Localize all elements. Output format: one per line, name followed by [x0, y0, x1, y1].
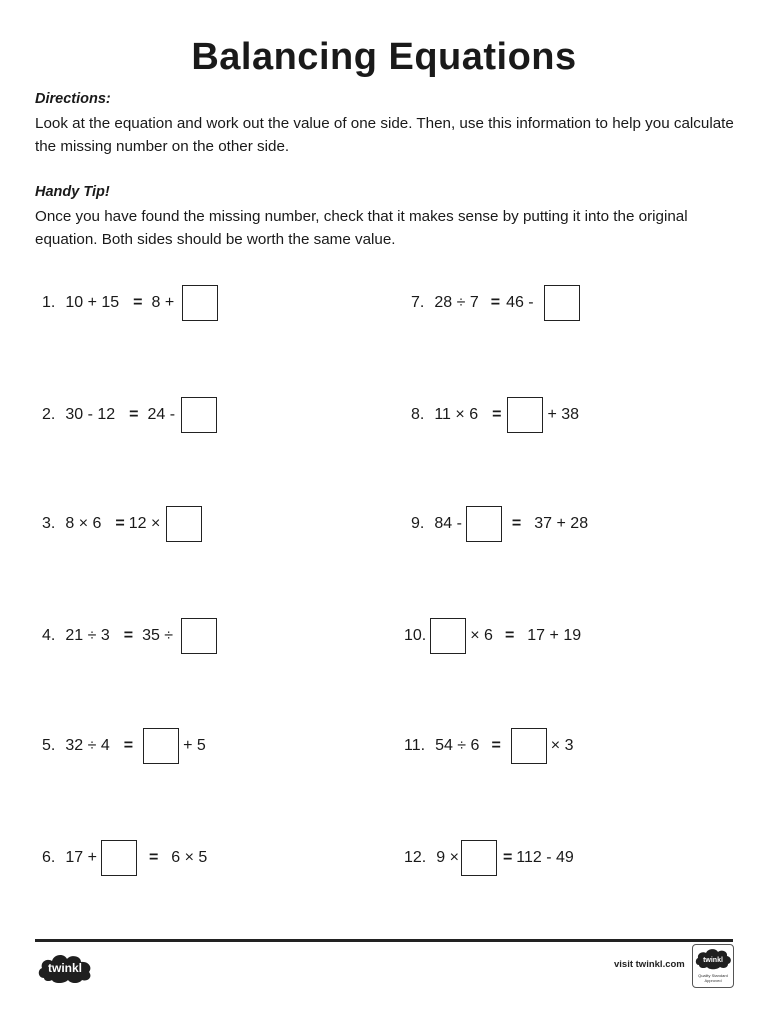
answer-box[interactable]: [507, 397, 543, 433]
question-1: [42, 284, 222, 322]
answer-box[interactable]: [461, 840, 497, 876]
right-expression: × 3: [550, 737, 574, 754]
right-expression: 12 ×: [128, 515, 161, 532]
right-expression: 37 + 28: [534, 515, 589, 532]
left-expression: 28 ÷ 7: [434, 294, 479, 311]
twinkl-logo: [36, 950, 94, 984]
badge-text: Quality Standard Approved: [698, 973, 728, 983]
answer-box[interactable]: [143, 728, 179, 764]
badge-logo: [693, 945, 733, 971]
equals-sign: =: [502, 849, 513, 866]
question-number: 11.: [404, 737, 426, 754]
left-expression: 54 ÷ 6: [435, 737, 480, 754]
equals-sign: =: [491, 737, 501, 754]
question-3: [42, 505, 206, 543]
answer-box[interactable]: [166, 506, 202, 542]
answer-box[interactable]: [181, 397, 217, 433]
question-2: [42, 396, 221, 434]
left-expression: × 6: [470, 627, 493, 644]
question-9: [411, 505, 588, 543]
equals-sign: =: [123, 737, 134, 754]
answer-box[interactable]: [430, 618, 466, 654]
equals-sign: =: [129, 406, 139, 423]
answer-box[interactable]: [466, 506, 502, 542]
answer-box[interactable]: [181, 618, 217, 654]
equals-sign: =: [115, 515, 125, 532]
right-expression: 24 -: [147, 406, 176, 423]
question-number: 12.: [404, 849, 427, 866]
left-expression: 30 - 12: [65, 406, 116, 423]
question-number: 1.: [42, 294, 56, 311]
svg-text:twinkl: twinkl: [47, 961, 83, 975]
quality-badge: [692, 944, 734, 988]
equals-sign: =: [511, 515, 522, 532]
question-number: 5.: [42, 737, 56, 754]
answer-box[interactable]: [182, 285, 218, 321]
left-expression: 8 × 6: [65, 515, 102, 532]
tip-text: Once you have found the missing number, check that it makes sense by putting it into the original equation. Both sides should be worth the same value.: [35, 208, 688, 248]
visit-link[interactable]: visit twinkl.com: [614, 959, 685, 970]
question-11: [404, 727, 573, 765]
right-expression: 17 + 19: [527, 627, 582, 644]
right-expression: + 38: [547, 406, 580, 423]
equals-sign: =: [123, 627, 134, 644]
page-title: Balancing Equations: [191, 36, 577, 78]
question-number: 10.: [404, 627, 427, 644]
question-number: 6.: [42, 849, 56, 866]
left-expression: 84 -: [434, 515, 462, 532]
question-number: 3.: [42, 515, 56, 532]
question-8: [411, 396, 579, 434]
right-expression: 112 - 49: [516, 849, 574, 866]
left-expression: 9 ×: [436, 849, 459, 866]
question-7: [411, 284, 584, 322]
answer-box[interactable]: [544, 285, 580, 321]
right-expression: 35 ÷: [142, 627, 174, 644]
question-number: 2.: [42, 406, 56, 423]
right-expression: 8 +: [151, 294, 175, 311]
question-number: 9.: [411, 515, 425, 532]
directions-heading: Directions:: [35, 91, 111, 107]
question-10: [404, 617, 581, 655]
left-expression: 10 + 15: [65, 294, 120, 311]
answer-box[interactable]: [511, 728, 547, 764]
question-5: [42, 727, 206, 765]
question-number: 7.: [411, 294, 425, 311]
equals-sign: =: [148, 849, 159, 866]
right-expression: 46 -: [506, 294, 534, 311]
equals-sign: =: [504, 627, 515, 644]
right-expression: 6 × 5: [171, 849, 208, 866]
answer-box[interactable]: [101, 840, 137, 876]
question-number: 4.: [42, 627, 56, 644]
left-expression: 17 +: [65, 849, 97, 866]
tip-heading: Handy Tip!: [35, 184, 110, 200]
directions-text: Look at the equation and work out the value of one side. Then, use this information to help you calculate the missing number on the other side.: [35, 115, 734, 155]
right-expression: + 5: [183, 737, 206, 754]
question-6: [42, 839, 207, 877]
left-expression: 32 ÷ 4: [65, 737, 110, 754]
equals-sign: =: [490, 294, 501, 311]
equals-sign: =: [133, 294, 143, 311]
question-12: [404, 839, 574, 877]
left-expression: 21 ÷ 3: [65, 627, 110, 644]
equals-sign: =: [492, 406, 502, 423]
question-4: [42, 617, 221, 655]
left-expression: 11 × 6: [434, 406, 479, 423]
svg-text:twinkl: twinkl: [703, 957, 723, 964]
question-number: 8.: [411, 406, 425, 423]
footer-divider: [35, 939, 733, 942]
